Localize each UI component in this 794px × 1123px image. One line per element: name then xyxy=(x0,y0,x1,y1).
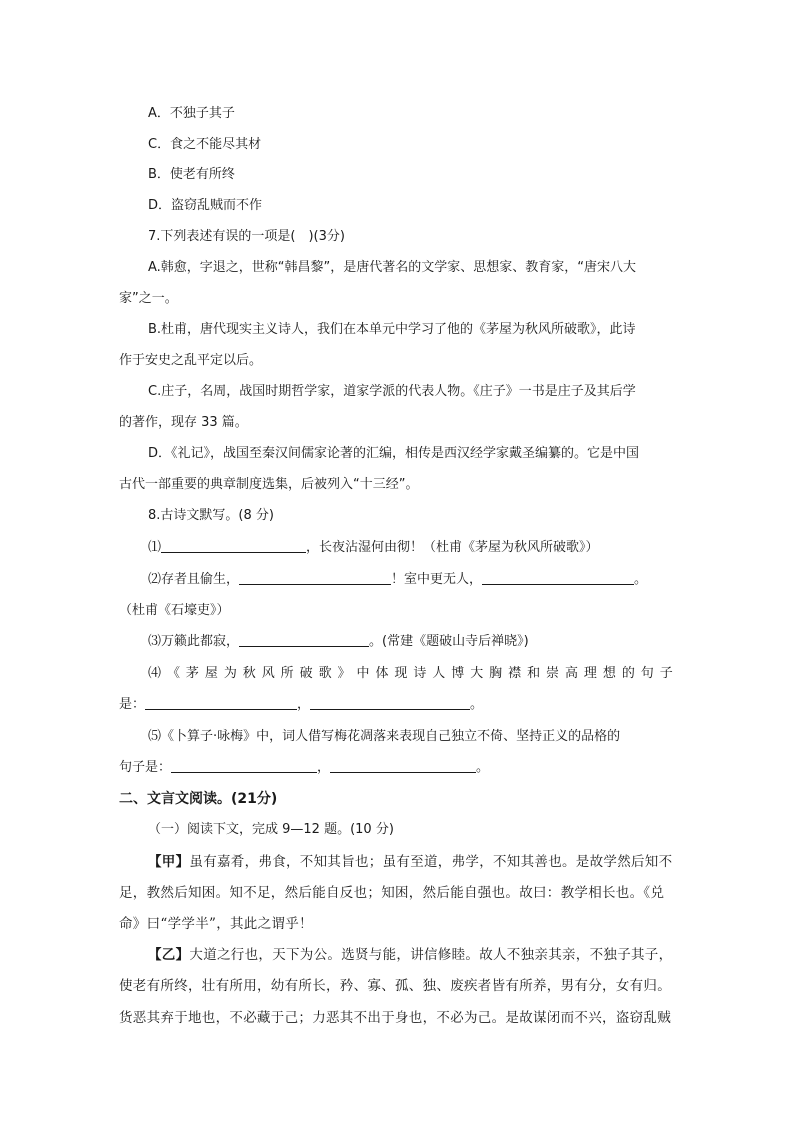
q7-option-d-line1: D．《礼记》，战国至秦汉间儒家论著的汇编，相传是西汉经学家戴圣编纂的。它是中国 xyxy=(148,446,640,461)
q7-option-c-line1: C.庄子，名周，战国时期哲学家，道家学派的代表人物。《庄子》一书是庄子及其后学 xyxy=(148,384,636,399)
option-c: C．食之不能尽其材 xyxy=(148,137,262,152)
passage-yi-line2: 使老有所终，壮有所用，幼有所长，矜、寡、孤、独、废疾者皆有所养，男有分，女有归。 xyxy=(119,978,671,994)
q8-item-4-line2: 是： ， 。 xyxy=(119,697,484,712)
question-8-stem: 8.古诗文默写。(8 分) xyxy=(148,508,274,523)
passage-jia-line1: 【甲】虽有嘉肴，弗食，不知其旨也；虽有至道，弗学，不知其善也。是故学然后知不 xyxy=(148,854,673,870)
q8-item-1: ⑴ ，长夜沾湿何由彻！（杜甫《茅屋为秋风所破歌》） xyxy=(148,540,599,555)
section-2-intro: （一）阅读下文，完成 9—12 题。(10 分) xyxy=(148,822,394,837)
fill-blank-7[interactable] xyxy=(171,758,317,773)
fill-blank-6[interactable] xyxy=(310,695,470,710)
passage-yi-line1: 【乙】大道之行也，天下为公。选贤与能，讲信修睦。故人不独亲其亲，不独子其子， xyxy=(148,947,673,963)
fill-blank-4[interactable] xyxy=(239,632,369,647)
section-2-heading: 二、文言文阅读。(21分) xyxy=(119,791,278,807)
q7-option-a-line1: A.韩愈，字退之，世称“韩昌黎”，是唐代著名的文学家、思想家、教育家，“唐宋八大 xyxy=(148,260,637,275)
fill-blank-2[interactable] xyxy=(239,570,391,585)
q7-option-b-line2: 作于安史之乱平定以后。 xyxy=(119,353,263,368)
fill-blank-3[interactable] xyxy=(482,570,634,585)
fill-blank-5[interactable] xyxy=(145,695,297,710)
q7-option-d-line2: 古代一部重要的典章制度选集，后被列入“十三经”。 xyxy=(119,477,419,492)
q8-item-2-source: （杜甫《石壕吏》） xyxy=(119,603,230,618)
q8-item-4-line1: ⑷ 《 茅 屋 为 秋 风 所 破 歌 》 中 体 现 诗 人 博 大 胸 襟 和 崇 高 理 想 的 句 子 xyxy=(148,666,673,681)
fill-blank-8[interactable] xyxy=(330,758,476,773)
passage-jia-line3: 命》曰“学学半”，其此之谓乎！ xyxy=(119,916,313,932)
option-a: A．不独子其子 xyxy=(148,106,235,121)
fill-blank-1[interactable] xyxy=(161,538,306,553)
passage-yi-tag: 【乙】 xyxy=(148,947,190,963)
passage-yi-line3: 货恶其弃于地也，不必藏于己；力恶其不出于身也，不必为己。是故谋闭而不兴，盗窃乱贼 xyxy=(119,1010,671,1026)
option-d: D．盗窃乱贼而不作 xyxy=(148,198,263,213)
option-b: B．使老有所终 xyxy=(148,167,235,182)
passage-jia-line2: 足，教然后知困。知不足，然后能自反也；知困，然后能自强也。故曰：教学相长也。《兑 xyxy=(119,885,665,901)
question-7-stem: 7.下列表述有误的一项是( )(3分) xyxy=(148,229,345,244)
q7-option-a-line2: 家”之一。 xyxy=(119,291,178,306)
q8-item-2: ⑵存者且偷生， ！室中更无人， 。 xyxy=(148,572,648,587)
q7-option-b-line1: B.杜甫，唐代现实主义诗人，我们在本单元中学习了他的《茅屋为秋风所破歌》，此诗 xyxy=(148,322,636,337)
q8-item-5-line2: 句子是： ， 。 xyxy=(119,760,490,775)
q8-item-3: ⑶万籁此都寂， 。(常建《题破山寺后禅晓》) xyxy=(148,634,529,649)
passage-jia-tag: 【甲】 xyxy=(148,854,190,870)
q7-option-c-line2: 的著作，现存 33 篇。 xyxy=(119,415,248,430)
q8-item-5-line1: ⑸《卜算子·咏梅》中，词人借写梅花凋落来表现自己独立不倚、坚持正义的品格的 xyxy=(148,729,621,744)
